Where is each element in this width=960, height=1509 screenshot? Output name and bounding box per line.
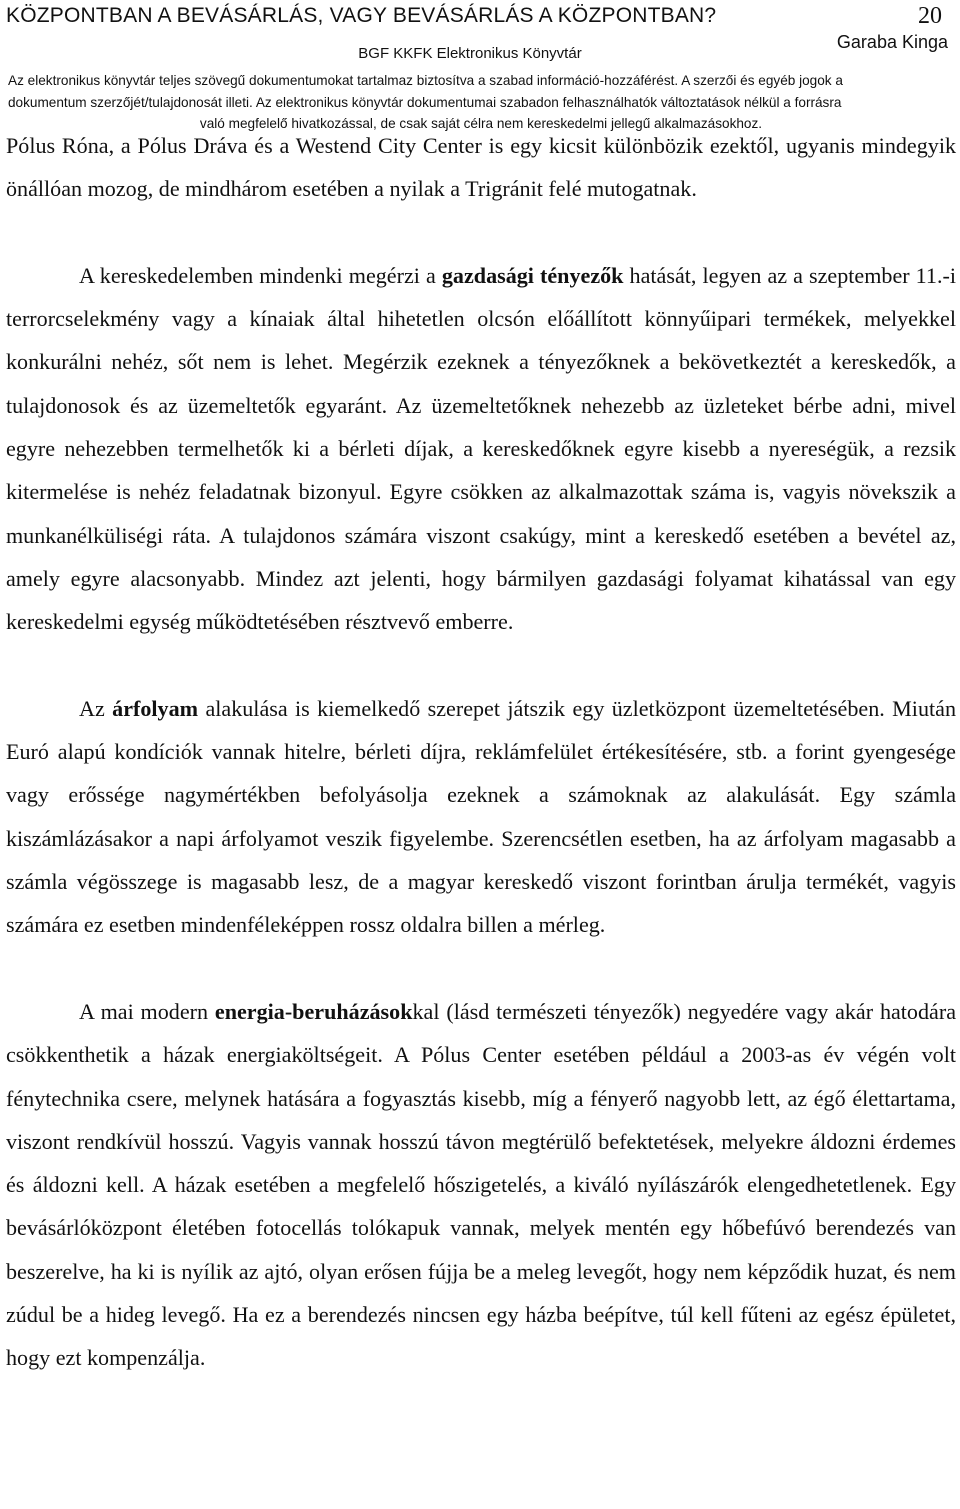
paragraph-gap <box>6 644 956 687</box>
paragraph-3-text-rest: alakulása is kiemelkedő szerepet játszik egy üzletközpont üzemeltetésében. Miután Euró alapú kondíciók vannak hitelre, bérleti díjra, reklámfelület értékesítésére, stb. a forint gyengesége vagy erőssége nagymértékben befolyásolja ezeknek a számoknak az alakulását. Egy számla kiszámlázásakor a napi árfolyamot veszik figyelembe. Szerencsétlen esetben, ha az árfolyam magasabb a számla végösszege is magasabb lesz, de a magyar kereskedő viszont forintban árulja termékét, vagyis számára ez esetben mindenféleképpen rossz oldalra billen a mérleg. <box>6 695 956 938</box>
paragraph-1: Pólus Róna, a Pólus Dráva és a Westend City Center is egy kicsit különbözik ezektől, ugyanis mindegyik önállóan mozog, de mindhárom esetében a nyilak a Trigránit felé mutogatnak. <box>6 133 956 202</box>
library-name: BGF KKFK Elektronikus Könyvtár <box>358 45 582 62</box>
header-top-line <box>6 0 954 32</box>
term-energia-beruhazasok: energia-beruházások <box>214 998 413 1024</box>
author-name: Garaba Kinga <box>836 32 948 52</box>
term-arfolyam: árfolyam <box>112 695 199 721</box>
paragraph-2-text-start: A kereskedelemben mindenki megérzi a <box>79 262 442 288</box>
paragraph-4 <box>6 990 956 1380</box>
paragraph-4-text-rest: kal (lásd természeti tényezők) negyedére vagy akár hatodára csökkenthetik a házak energiaköltségeit. A Pólus Center esetében például a 2003-as év végén volt fénytechnika csere, melynek hatására a fogyasztás kisebb, míg a fényerő nagyobb lett, az égő élettartama, viszont rendkívül hosszú. Vagyis vannak hosszú távon megtérülő befektetések, melyekre áldozni érdemes és áldozni kell. A házak esetében a megfelelő hőszigetelés, a kiváló nyílászárók elengedhetetlenek. Egy bevásárlóközpont életében fotocellás tolókapuk vannak, melyek mentén egy hőbefúvó berendezés van beszerelve, ha ki is nyílik az ajtó, olyan erősen fújja be a meleg levegőt, hogy nem képződik huzat, és nem zúdul be a hideg levegő. Ha ez a berendezés nincsen egy házba beépítve, túl kell fűteni az egész épületet, hogy ezt kompenzálja. <box>6 998 956 1371</box>
document-title: KÖZPONTBAN A BEVÁSÁRLÁS, VAGY BEVÁSÁRLÁS A KÖZPONTBAN? <box>6 4 717 27</box>
notice-line-3: való megfelelő hivatkozással, de csak saját célra nem kereskedelmi jellegű alkalmazásokhoz. <box>199 116 763 131</box>
notice-line-1: Az elektronikus könyvtár teljes szövegű dokumentumokat tartalmaz biztosítva a szabad információ-hozzáférést. A szerzői és egyéb jogok a <box>8 73 843 88</box>
paragraph-2-text-rest: hatását, legyen az a szeptember 11.-i terrorcselekmény vagy a kínaiak által hihetetlen olcsón előállított könnyűipari termékek, melyekkel konkurálni nehéz, sőt nem is lehet. Megérzik ezeknek a tényezőknek a bekövetkeztét a kereskedők, a tulajdonosok és az üzemeltetők egyaránt. Az üzemeltetőknek nehezebb az üzleteket bérbe adni, mivel egyre nehezebben termelhetők ki a bérleti díjak, a kereskedőknek egyre kisebb a nyereségük, a rezsik kitermelése is nehéz feladatnak bizonyul. Egyre csökken az alkalmazottak száma is, vagyis növekszik a munkanélküliségi ráta. A tulajdonos számára viszont csakúgy, mint a kereskedő esetében a bevétel az, amely egyre alacsonyabb. Mindez azt jelenti, hogy bármilyen gazdasági folyamat kihatással van egy kereskedelmi egység működtetésében résztvevő emberre. <box>6 262 956 635</box>
body-text <box>6 124 956 1380</box>
paragraph-3 <box>6 687 956 947</box>
paragraph-2 <box>6 254 956 644</box>
term-gazdasagi-tenyezok: gazdasági tényezők <box>441 262 624 288</box>
paragraph-4-text-start: A mai modern <box>79 998 215 1024</box>
paragraph-gap <box>6 211 956 254</box>
notice-line-2: dokumentum szerzőjét/tulajdonosát illeti. Az elektronikus könyvtár dokumentumai szabadon felhasználhatók változtatások nélkül a forrásra <box>8 94 842 110</box>
page-header <box>6 0 954 131</box>
paragraph-gap <box>6 947 956 990</box>
page-number: 20 <box>918 3 942 29</box>
paragraph-3-text-start: Az <box>79 695 113 721</box>
